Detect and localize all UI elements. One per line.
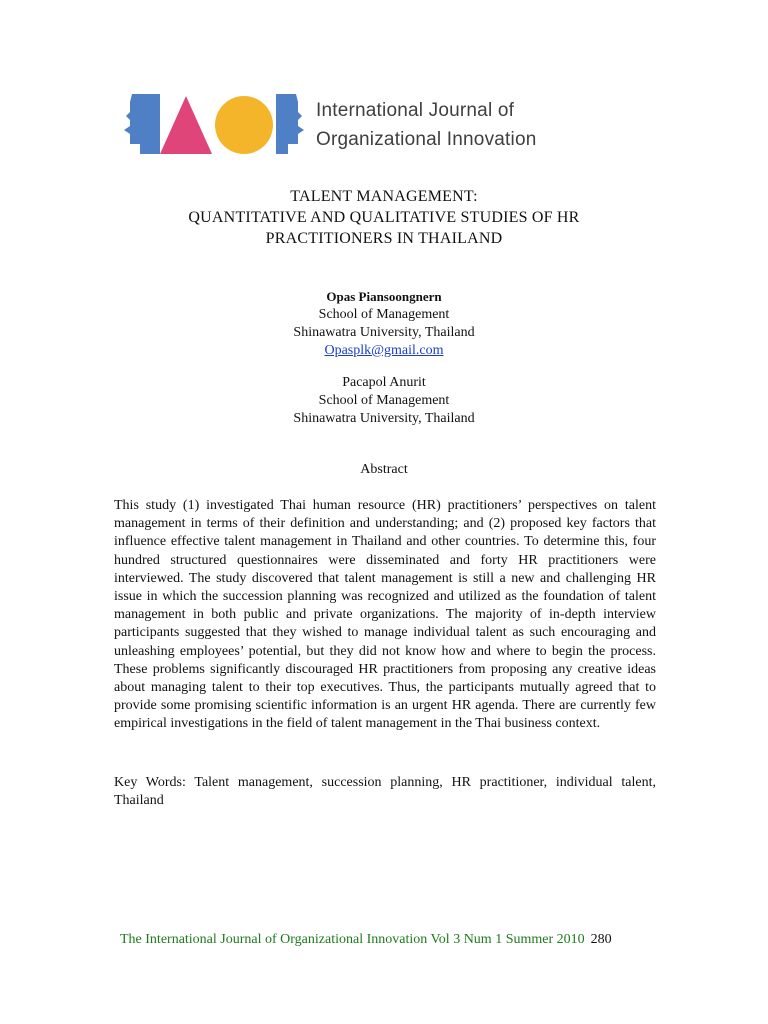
footer-journal: The International Journal of Organizational Innovation Vol 3 Num 1 Summer 2010	[120, 932, 585, 947]
triangle-shape	[160, 96, 212, 154]
page-number: 280	[590, 932, 612, 947]
paper-title	[0, 186, 768, 249]
author-block-1	[0, 288, 768, 360]
author-name: Pacapol Anurit	[342, 375, 426, 390]
circle-shape	[215, 96, 273, 154]
author-department: School of Management	[318, 307, 450, 322]
logo-line-2: Organizational Innovation	[316, 129, 537, 150]
keywords-text: Key Words: Talent management, succession planning, HR practitioner, individual talent, Thailand	[114, 775, 656, 809]
abstract-text: This study (1) investigated Thai human resource (HR) practitioners’ perspectives on talent management in terms of their definition and understanding; and (2) proposed key factors that influence effective talent management in Thailand and other countries. To determine this, four hundred structured questionnaires were disseminated and forty HR practitioners were interviewed. The study discovered that talent management is still a new and challenging HR issue in which the succession planning was recognized and utilized as the foundation of talent management in both public and private organizations. The majority of in-depth interview participants suggested that they wished to manage individual talent as such encouraging and unleashing employees’ potential, but they did not know how and where to begin the process. These problems significantly discouraged HR practitioners from proposing any creative ideas about managing talent to their top executives. Thus, the participants mutually agreed that to provide some promising scientific information is an urgent HR agenda. There are currently few empirical investigations in the field of talent management in the Thai business context.	[114, 498, 656, 732]
logo-line-1: International Journal of	[316, 100, 515, 121]
title-line-3: PRACTITIONERS IN THAILAND	[265, 230, 503, 247]
page-footer	[120, 931, 612, 949]
head-profile-left-shape	[124, 94, 160, 154]
logo-text	[316, 96, 536, 154]
author-email-link[interactable]: Opasplk@gmail.com	[324, 343, 444, 358]
journal-logo-icon	[116, 88, 312, 160]
title-line-1: TALENT MANAGEMENT:	[290, 188, 478, 205]
author-block-2	[0, 374, 768, 428]
author-affiliation: Shinawatra University, Thailand	[293, 325, 475, 340]
author-name: Opas Piansoongnern	[326, 289, 442, 304]
author-department: School of Management	[318, 393, 450, 408]
head-profile-right-shape	[276, 94, 304, 154]
title-line-2: QUANTITATIVE AND QUALITATIVE STUDIES OF HR	[188, 209, 580, 226]
author-affiliation: Shinawatra University, Thailand	[293, 411, 475, 426]
abstract-heading: Abstract	[360, 462, 408, 477]
journal-logo	[116, 88, 556, 160]
